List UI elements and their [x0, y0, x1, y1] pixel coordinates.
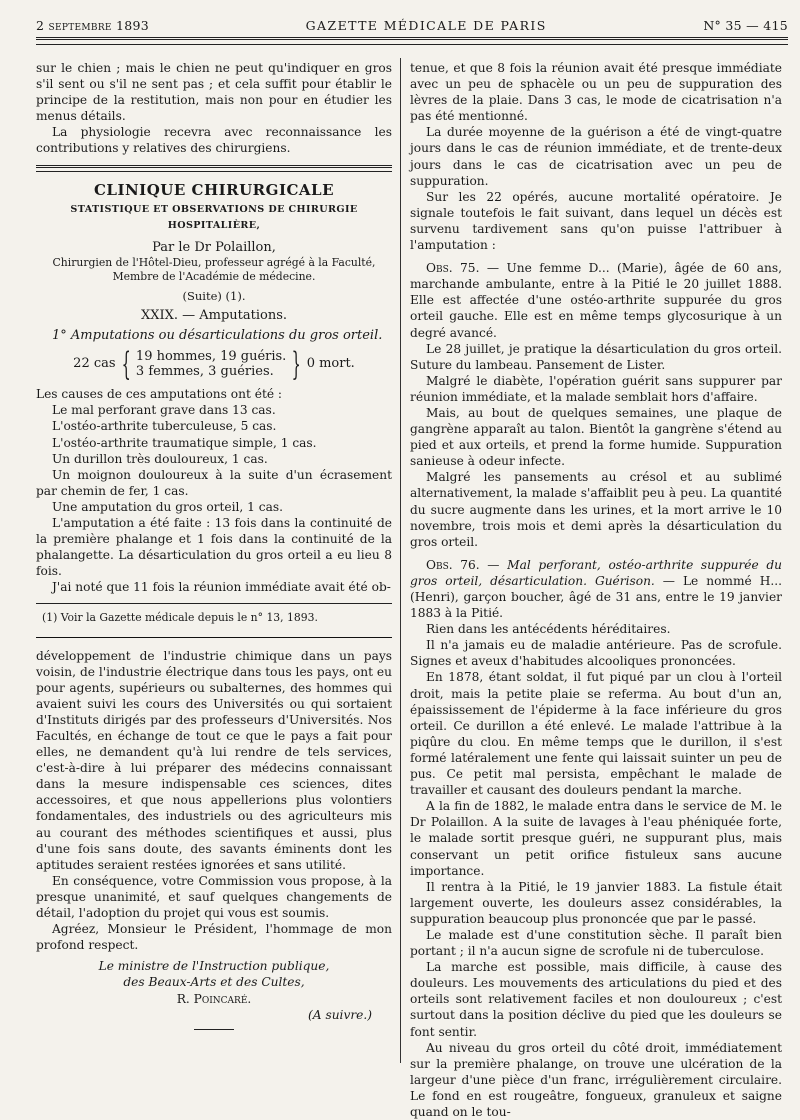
- left-brace: {: [121, 345, 131, 384]
- body-paragraph: En conséquence, votre Commission vous propose, à la presque unanimité, et sauf quelques changements de détail, l'adoption du projet qui vous est soumis.: [36, 873, 392, 921]
- to-be-continued: (A suivre.): [308, 1007, 372, 1022]
- cause-item: Une amputation du gros orteil, 1 cas.: [52, 499, 283, 514]
- author-affiliation: Membre de l'Académie de médecine.: [112, 269, 316, 283]
- causes-intro: Les causes de ces amputations ont été :: [36, 387, 283, 402]
- footnote-rule: [36, 603, 392, 604]
- section-rule: [36, 165, 392, 172]
- intro-paragraph: La physiologie recevra avec reconnaissance les contributions y relatives des chirurgiens.: [36, 125, 392, 156]
- journal-title: GAZETTE MÉDICALE DE PARIS: [305, 17, 547, 33]
- stats-cases: 22 cas: [73, 356, 116, 372]
- signature-title: des Beaux-Arts et des Cultes,: [123, 975, 305, 990]
- body-paragraph: Mais, au bout de quelques semaines, une plaque de gangrène apparaît au talon. Bientôt la gangrène s'étend au pied et aux orteils, et prend la forme humide. Suppuration sanieuse à odeur infecte.: [410, 405, 782, 469]
- right-column: [410, 60, 782, 1120]
- body-paragraph: Malgré le diabète, l'opération guérit sans suppurer par réunion immédiate, et la malade semblait hors d'affaire.: [410, 373, 782, 404]
- body-paragraph: Il rentra à la Pitié, le 19 janvier 1883. La fistule était largement ouverte, les douleurs assez considérables, la suppuration beaucoup plus prononcée que par le passé.: [410, 879, 782, 926]
- observation-text: — Le nommé H... (Henri), garçon boucher, âgé de 31 ans, entre le 19 janvier 1883 à la Pitié.: [410, 573, 782, 621]
- page-header: [36, 14, 788, 36]
- body-paragraph: Rien dans les antécédents héréditaires.: [426, 622, 671, 637]
- column-divider: [400, 58, 401, 1063]
- header-rule: [36, 37, 788, 45]
- body-paragraph: Malgré les pansements au crésol et au sublimé alternativement, la malade s'affaiblit peu à peu. La quantité du sucre augmente dans les urines, et la mort arrive le 10 novembre, trois mois et demi après la désarticulation du gros orteil.: [410, 470, 782, 549]
- body-paragraph: En 1878, étant soldat, il fut piqué par un clou à l'orteil droit, mais la petite plaie se referma. Au bout d'un an, épaississement de l'épiderme à la face inférieure du gros orteil. Ce durillon a été enlevé. Le malade l'attribue à la piqûre du clou. En même temps que le durillon, il s'est formé latéralement une fente qui laissait suinter un peu de pus. Ce petit mal persista, empêchant le malade de travailler et causant des douleurs pendant la marche.: [410, 670, 782, 798]
- signature-title: Le ministre de l'Instruction publique,: [98, 959, 330, 974]
- body-paragraph: Le malade est d'une constitution sèche. Il paraît bien portant ; il n'a aucun signe de scrofule ni de tuberculose.: [410, 927, 782, 959]
- intro-paragraph: sur le chien ; mais le chien ne peut qu'indiquer en gros s'il sent ou s'il ne sent pas ; et cela suffit pour établir le principe de la restitution, mais non pour en étudier les menus détails.: [36, 61, 392, 124]
- body-paragraph: La durée moyenne de la guérison a été de vingt-quatre jours dans le cas de réunion immédiate, et de trente-deux jours dans le cas de cicatrisation avec un peu de suppuration.: [410, 125, 782, 188]
- cause-item: Un durillon très douloureux, 1 cas.: [52, 451, 268, 466]
- body-paragraph: A la fin de 1882, le malade entra dans le service de M. le Dr Polaillon. A la suite de lavages à l'eau phéniquée forte, le malade sortit presque guéri, ne suppurant plus, mais conservant un petit orifice fistuleux sans aucune importance.: [410, 799, 782, 878]
- stats-women: 3 femmes, 3 guéries.: [135, 364, 274, 380]
- cause-item: L'ostéo-arthrite traumatique simple, 1 cas.: [52, 435, 317, 450]
- author-line: Par le Dr Polaillon,: [152, 239, 276, 255]
- author-affiliation: Chirurgien de l'Hôtel-Dieu, professeur agrégé à la Faculté,: [52, 255, 376, 269]
- cause-item: L'ostéo-arthrite tuberculeuse, 5 cas.: [52, 419, 277, 434]
- header-date: 2 septembre 1893: [36, 17, 150, 33]
- observation-75: [410, 260, 782, 340]
- cause-item: Le mal perforant grave dans 13 cas.: [52, 403, 276, 418]
- body-paragraph: Le 28 juillet, je pratique la désarticulation du gros orteil. Suture du lambeau. Pansement de Lister.: [410, 341, 782, 372]
- statistics-summary: [36, 345, 392, 384]
- signature-name: R. Poincaré.: [176, 991, 252, 1006]
- article-separator: [36, 637, 392, 638]
- continuation-note: (Suite) (1).: [182, 288, 246, 303]
- subheading: 1° Amputations ou désarticulations du gros orteil.: [52, 328, 383, 344]
- body-paragraph: Au niveau du gros orteil du côté droit, immédiatement sur la première phalange, on trouve une ulcération de la largeur d'une pièce d'un franc, irrégulièrement circulaire. Le fond en est rougeâtre, fongueux, granuleux et saigne quand on le tou-: [410, 1040, 782, 1119]
- body-paragraph: Agréez, Monsieur le Président, l'hommage de mon profond respect.: [36, 922, 392, 953]
- body-paragraph: tenue, et que 8 fois la réunion avait été presque immédiate avec un peu de sphacèle ou un peu de suppuration des lèvres de la plaie. Dans 3 cas, le mode de cicatrisation n'a pas été mentionné.: [410, 61, 782, 124]
- left-column: [36, 60, 392, 1030]
- body-paragraph: La marche est possible, mais difficile, à cause des douleurs. Les mouvements des articulations du pied et des orteils sont relativement faciles et non douloureux ; c'est surtout dans la position déclive du pied que les douleurs se font sentir.: [410, 960, 782, 1039]
- body-paragraph: développement de l'industrie chimique dans un pays voisin, de l'industrie électrique dans tous les pays, ont eu pour agents, supérieurs ou subalternes, des hommes qui avaient suivi les cours des Universités ou qui sortaient d'Instituts dirigés par des professeurs d'Universités. Nos Facultés, en échange de tout ce que le pays a fait pour elles, ne demandent qu'à lui rendre de tels services, c'est-à-dire à lui préparer des médecins connaissant dans la mesure indispensable ces sciences, dites accessoires, et que nous appellerions plus volontiers fondamentales, des industriels ou des agriculteurs mis au courant des méthodes scientifiques et aussi, plus d'une fois sans doute, des savants éminents dont les aptitudes seraient restées ignorées et sans utilité.: [36, 648, 392, 872]
- stats-men: 19 hommes, 19 guéris.: [135, 349, 287, 365]
- observation-label: Obs. 76.: [426, 557, 480, 572]
- observation-text: — Une femme D... (Marie), âgée de 60 ans, marchande ambulante, entre à la Pitié le 20 juillet 1888. Elle est affectée d'une ostéo-arthrite suppurée du gros orteil gauche. Elle est en même temps glycosurique à un degré avancé.: [410, 261, 782, 340]
- right-brace: }: [291, 345, 302, 384]
- body-paragraph: J'ai noté que 11 fois la réunion immédiate avait été ob-: [52, 580, 391, 595]
- body-paragraph: Sur les 22 opérés, aucune mortalité opératoire. Je signale toutefois le fait suivant, dans lequel un décès est survenu tardivement sans qu'on puisse l'attribuer à l'amputation :: [410, 189, 782, 253]
- section-subtitle: STATISTIQUE ET OBSERVATIONS DE CHIRURGIE HOSPITALIÈRE,: [70, 203, 358, 231]
- section-title: CLINIQUE CHIRURGICALE: [93, 180, 335, 199]
- observation-title: — Mal perforant, ostéo-arthrite suppurée du gros orteil, désarticulation. Guérison.: [410, 557, 783, 588]
- cause-item: Un moignon douloureux à la suite d'un écrasement par chemin de fer, 1 cas.: [36, 467, 392, 498]
- stats-deaths: 0 mort.: [306, 356, 355, 372]
- end-rule: [194, 1029, 234, 1030]
- footnote: (1) Voir la Gazette médicale depuis le n° 13, 1893.: [42, 611, 318, 625]
- observation-label: Obs. 75.: [426, 261, 480, 276]
- body-paragraph: L'amputation a été faite : 13 fois dans la continuité de la première phalange et 1 fois dans la continuité de la phalangette. La désarticulation du gros orteil a eu lieu 8 fois.: [36, 515, 392, 579]
- observation-76: [410, 557, 782, 621]
- issue-page-number: N° 35 — 415: [703, 17, 788, 33]
- body-paragraph: Il n'a jamais eu de maladie antérieure. Pas de scrofule. Signes et aveux d'habitudes alcooliques prononcées.: [410, 638, 782, 669]
- chapter-heading: XXIX. — Amputations.: [140, 308, 288, 324]
